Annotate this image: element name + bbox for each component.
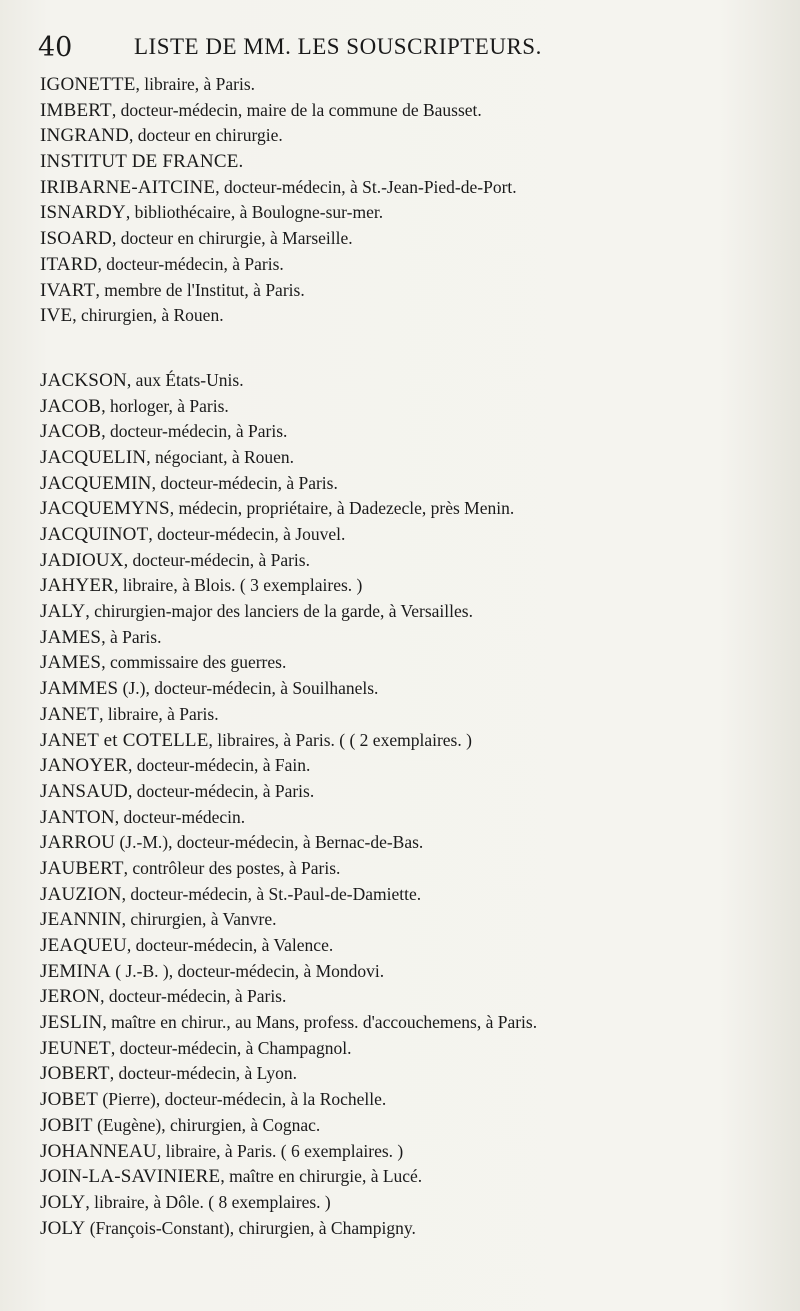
page-number: 40 [38, 32, 73, 63]
subscriber-name: JACQUEMIN [40, 472, 152, 494]
subscriber-detail: (Pierre), docteur-médecin, à la Rochelle. [98, 1089, 387, 1110]
subscriber-name: JALY [40, 601, 86, 623]
subscriber-detail: (François-Constant), chirurgien, à Champigny. [85, 1217, 416, 1238]
subscriber-name: ITARD [40, 253, 98, 275]
subscriber-name: JAMES [40, 626, 102, 648]
subscriber-name: JACQUEMYNS [40, 498, 170, 520]
subscriber-name: IRIBARNE-AITCINE [40, 176, 216, 198]
subscriber-name: JAMMES [40, 678, 119, 700]
subscriber-detail: , docteur-médecin, à Paris. [127, 780, 315, 801]
subscriber-name: JOLY [40, 1191, 86, 1213]
subscriber-name: JOLY [40, 1217, 86, 1239]
subscriber-detail: , docteur-médecin, à Lyon. [109, 1063, 297, 1084]
subscriber-name: JEUNET [40, 1037, 111, 1059]
subscriber-detail: , docteur-médecin, à Paris. [123, 549, 310, 570]
subscriber-name: ISNARDY [40, 202, 126, 224]
subscriber-entry [40, 72, 775, 98]
subscriber-name: JEMINA [40, 960, 111, 982]
subscriber-entry [40, 471, 775, 497]
subscriber-detail: , docteur-médecin, à Champagnol. [110, 1037, 352, 1058]
page-header [38, 30, 758, 70]
subscriber-detail: , maître en chirur., au Mans, profess. d'accouchemens, à Paris. [102, 1012, 538, 1033]
subscriber-entry [40, 830, 775, 856]
subscriber-entry [40, 1139, 775, 1165]
subscriber-name: JACOB [40, 421, 102, 443]
subscriber-name: JAHYER [40, 575, 115, 597]
subscriber-entry [40, 599, 775, 625]
subscriber-name: JAMES [40, 652, 102, 674]
subscriber-detail: , docteur-médecin, à Paris. [100, 986, 287, 1007]
subscriber-detail: , docteur-médecin, à Valence. [126, 935, 334, 955]
subscriber-detail: , docteur-médecin, à Paris. [101, 421, 288, 442]
subscriber-name: JANOYER [40, 755, 128, 777]
subscriber-name: INSTITUT DE FRANCE. [40, 151, 244, 173]
subscriber-entry [40, 1087, 775, 1113]
subscriber-detail: , chirurgien, à Vanvre. [121, 909, 277, 930]
subscriber-detail: , docteur-médecin, à Jouvel. [148, 524, 346, 544]
subscriber-entry [40, 419, 775, 445]
subscriber-entry [40, 1216, 775, 1242]
subscriber-name: JAUBERT [40, 857, 124, 879]
subscriber-detail: , docteur-médecin, à St.-Paul-de-Damiette. [121, 883, 422, 904]
subscriber-entry [40, 650, 775, 676]
subscriber-detail: , libraire, à Paris. ( 6 exemplaires. ) [156, 1140, 404, 1161]
subscriber-entry [40, 278, 775, 304]
subscriber-entry [40, 856, 775, 882]
subscriber-group-i [40, 72, 775, 329]
subscriber-entry [40, 303, 775, 329]
subscriber-name: INGRAND [40, 125, 130, 147]
subscriber-entry [40, 226, 775, 252]
subscriber-list [40, 72, 775, 1241]
subscriber-name: IMBERT [40, 99, 112, 121]
subscriber-detail: , docteur-médecin, à Fain. [127, 755, 311, 776]
subscriber-name: JEANNIN [40, 909, 122, 931]
subscriber-detail: , docteur-médecin, maire de la commune de Bausset. [111, 99, 482, 120]
subscriber-name: JANET et COTELLE [40, 729, 209, 751]
subscriber-entry [40, 728, 775, 754]
subscriber-entry [40, 548, 775, 574]
subscriber-name: JANSAUD [40, 780, 128, 802]
subscriber-name: JACQUELIN [40, 446, 147, 468]
subscriber-detail: , chirurgien, à Rouen. [72, 305, 224, 326]
subscriber-detail: , docteur-médecin, à Paris. [151, 472, 338, 493]
group-spacer [40, 329, 775, 368]
subscriber-entry [40, 1190, 775, 1216]
subscriber-name: JANET [40, 703, 100, 725]
subscriber-detail: (J.-M.), docteur-médecin, à Bernac-de-Bas. [115, 832, 424, 853]
subscriber-detail: ( J.-B. ), docteur-médecin, à Mondovi. [110, 960, 385, 981]
subscriber-name: JACKSON [40, 369, 127, 391]
subscriber-detail: , docteur en chirurgie, à Marseille. [111, 228, 353, 249]
subscriber-name: JAUZION [40, 883, 122, 905]
subscriber-entry [40, 98, 775, 124]
subscriber-detail: , médecin, propriétaire, à Dadezecle, près Menin. [169, 498, 515, 519]
subscriber-entry [40, 676, 775, 702]
subscriber-entry [40, 1010, 775, 1036]
subscriber-name: JACOB [40, 395, 102, 417]
subscriber-entry [40, 625, 775, 651]
subscriber-name: JACQUINOT [40, 524, 149, 545]
subscriber-entry [40, 368, 775, 394]
subscriber-detail: , bibliothécaire, à Boulogne-sur-mer. [125, 202, 384, 223]
subscriber-entry [40, 702, 775, 728]
subscriber-entry [40, 1113, 775, 1139]
subscriber-detail: , docteur-médecin, à Paris. [97, 253, 284, 274]
subscriber-detail: , à Paris. [101, 626, 162, 647]
subscriber-group-j [40, 368, 775, 1241]
subscriber-detail: , membre de l'Institut, à Paris. [95, 279, 305, 300]
subscriber-detail: , docteur-médecin. [114, 806, 246, 827]
subscriber-detail: , aux États-Unis. [126, 369, 244, 390]
subscriber-entry [40, 984, 775, 1010]
subscriber-name: JANTON [40, 806, 115, 828]
subscriber-entry [40, 445, 775, 471]
subscriber-detail: , libraires, à Paris. ( ( 2 exemplaires. ) [208, 729, 472, 750]
subscriber-entry [40, 149, 775, 175]
subscriber-detail: , libraire, à Dôle. ( 8 exemplaires. ) [85, 1191, 331, 1212]
subscriber-name: JOHANNEAU [40, 1140, 157, 1162]
subscriber-detail: , docteur-médecin, à St.-Jean-Pied-de-Port. [215, 176, 517, 197]
subscriber-detail: , libraire, à Blois. ( 3 exemplaires. ) [114, 575, 363, 596]
subscriber-name: JARROU [40, 832, 116, 854]
subscriber-entry [40, 882, 775, 908]
subscriber-entry [40, 175, 775, 201]
subscriber-entry [40, 522, 775, 548]
subscriber-entry [40, 805, 775, 831]
subscriber-entry [40, 573, 775, 599]
subscriber-name: JOBET [40, 1089, 98, 1111]
subscriber-name: IGONETTE [40, 74, 136, 95]
running-title: LISTE DE MM. LES SOUSCRIPTEURS. [134, 34, 542, 59]
subscriber-name: IVE [40, 305, 73, 327]
subscriber-entry [40, 959, 775, 985]
subscriber-detail: , libraire, à Paris. [135, 74, 256, 94]
subscriber-name: ISOARD [40, 228, 112, 250]
subscriber-entry [40, 1061, 775, 1087]
subscriber-detail: , commissaire des guerres. [101, 652, 287, 673]
subscriber-name: JEAQUEU [40, 935, 127, 956]
subscriber-entry [40, 1036, 775, 1062]
subscriber-entry [40, 1164, 775, 1190]
subscriber-detail: , maître en chirurgie, à Lucé. [220, 1166, 423, 1187]
subscriber-entry [40, 123, 775, 149]
subscriber-detail: , négociant, à Rouen. [146, 446, 295, 467]
subscriber-detail: (J.), docteur-médecin, à Souilhanels. [118, 678, 379, 699]
subscriber-detail: , docteur en chirurgie. [129, 125, 283, 146]
subscriber-detail: , chirurgien-major des lanciers de la garde, à Versailles. [85, 601, 473, 622]
subscriber-name: JOBIT [40, 1114, 93, 1136]
subscriber-detail: , contrôleur des postes, à Paris. [123, 857, 341, 878]
subscriber-entry [40, 907, 775, 933]
subscriber-name: JESLIN [40, 1012, 103, 1034]
subscriber-name: IVART [40, 279, 96, 301]
subscriber-name: JERON [40, 986, 101, 1008]
subscriber-entry [40, 779, 775, 805]
subscriber-detail: , libraire, à Paris. [99, 703, 219, 724]
subscriber-entry [40, 496, 775, 522]
subscriber-entry [40, 252, 775, 278]
subscriber-entry [40, 933, 775, 959]
subscriber-entry [40, 753, 775, 779]
subscriber-name: JOBERT [40, 1063, 110, 1085]
subscriber-detail: (Eugène), chirurgien, à Cognac. [92, 1114, 321, 1135]
subscriber-name: JADIOUX [40, 549, 124, 571]
subscriber-name: JOIN-LA-SAVINIERE [40, 1166, 221, 1188]
subscriber-entry [40, 200, 775, 226]
subscriber-entry [40, 394, 775, 420]
subscriber-detail: , horloger, à Paris. [101, 395, 229, 416]
